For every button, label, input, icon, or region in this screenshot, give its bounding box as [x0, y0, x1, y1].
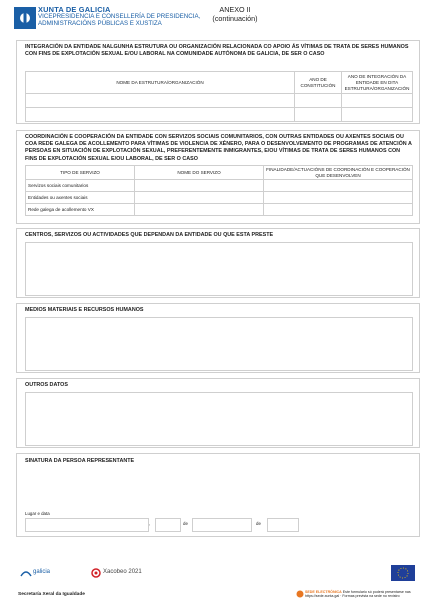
sede-text-1: Este formulario só poderá presentarse nas [342, 590, 411, 594]
galicia-logo-icon [20, 568, 32, 578]
signature-section [16, 453, 420, 537]
table-row [26, 180, 413, 192]
resources-section [16, 303, 420, 373]
org-name: XUNTA DE GALICIA [38, 5, 111, 14]
department-name: Secretaría Xeral da Igualdade [18, 592, 85, 597]
coordination-section [16, 130, 420, 224]
comma-label: , [149, 521, 151, 526]
col-service-type: TIPO DE SERVIZO [26, 166, 135, 180]
integration-table [25, 71, 413, 122]
year-cell[interactable] [295, 94, 342, 108]
structure-name-cell[interactable] [26, 108, 295, 122]
join-year-cell[interactable] [342, 94, 413, 108]
table-row [26, 108, 413, 122]
year-cell[interactable] [295, 108, 342, 122]
resources-textarea[interactable] [25, 317, 413, 371]
col-purpose: FINALIDADE/ACTUACIÓNS DE COORDINACIÓN E COOPERACIÓN QUE DESENVOLVEN [264, 166, 413, 180]
place-input[interactable] [25, 518, 149, 532]
annex-title: ANEXO II [219, 5, 251, 14]
de-label-2: de [256, 521, 261, 526]
galicia-logo-text: galicia [33, 569, 51, 575]
org-line-1: VICEPRESIDENCIA E CONSELLERÍA DE PRESIDENCIA, [38, 13, 201, 21]
year-input[interactable] [267, 518, 299, 532]
coordination-table [25, 165, 413, 216]
purpose-cell[interactable] [264, 180, 413, 192]
other-data-section [16, 378, 420, 448]
place-date-label: Lugar e data [25, 511, 50, 516]
service-type-label: Rede galega de acollemento VX [26, 204, 135, 216]
service-type-label: Servizos sociais comunitarios [26, 180, 135, 192]
purpose-cell[interactable] [264, 204, 413, 216]
day-input[interactable] [155, 518, 181, 532]
purpose-cell[interactable] [264, 192, 413, 204]
service-type-label: Entidades ou axentes sociais [26, 192, 135, 204]
other-data-title: OUTROS DATOS [25, 382, 68, 388]
service-name-cell[interactable] [135, 204, 264, 216]
structure-name-cell[interactable] [26, 94, 295, 108]
integration-title: INTEGRACIÓN DA ENTIDADE NALGUNHA ESTRUTURA OU ORGANIZACIÓN RELACIONADA CO APOIO ÁS VÍTIMAS DE TRATA DE SERES HUMANOS CON FINS DE EXPLOTACIÓN SEXUAL E/OU LABORAL NA COMUNIDADE AUTÓNOMA DE GALICIA, DE SER O CASO [25, 44, 409, 58]
col-structure-name: NOME DA ESTRUTURA/ORGANIZACIÓN [26, 72, 295, 94]
xacobeo-logo-text: Xacobeo 2021 [103, 569, 142, 575]
service-name-cell[interactable] [135, 192, 264, 204]
xunta-logo-icon [14, 7, 36, 29]
month-input[interactable] [192, 518, 252, 532]
sede-text-2: https://sede.xunta.gal · Formas prevista na sede no rexistro [305, 594, 400, 599]
annex-heading [195, 5, 275, 23]
centres-textarea[interactable] [25, 242, 413, 296]
organization-block [38, 6, 200, 28]
table-row [26, 192, 413, 204]
table-row [26, 94, 413, 108]
sede-electronica-note [305, 590, 423, 599]
join-year-cell[interactable] [342, 108, 413, 122]
annex-subtitle: (continuación) [212, 14, 258, 23]
service-name-cell[interactable] [135, 180, 264, 192]
sede-electronica-label: SEDE ELECTRÓNICA [305, 590, 342, 594]
xacobeo-logo-icon [91, 568, 101, 578]
centres-section [16, 228, 420, 298]
sede-electronica-icon [296, 590, 304, 598]
centres-title: CENTROS, SERVIZOS OU ACTIVIDADES QUE DEPENDAN DA ENTIDADE OU QUE ESTA PRESTE [25, 232, 274, 238]
signature-title: SINATURA DA PERSOA REPRESENTANTE [25, 458, 135, 464]
col-service-name: NOME DO SERVIZO [135, 166, 264, 180]
coordination-title: COORDINACIÓN E COOPERACIÓN DA ENTIDADE CON SERVIZOS SOCIAIS COMUNITARIOS, CON OUTRAS ENTIDADES OU AXENTES SOCIAIS OU COA REDE GALEGA DE ACOLLEMENTO PARA VÍTIMAS DE VIOLENCIA DE XÉNERO, PARA O DESENVOLVEMENTO DE PROGRAMAS DE ATENCIÓN A PERSOAS EN SITUACIÓN DE EXPLOTACIÓN SEXUAL, PREFERENTEMENTE INMIGRANTES, E/OU VÍTIMAS DE TRATA DE SERES HUMANOS CON FINS DE EXPLOTACIÓN SEXUAL E/OU LABORAL, DE SER O CASO [25, 134, 412, 162]
org-line-2: ADMINISTRACIÓNS PÚBLICAS E XUSTIZA [38, 20, 162, 28]
eu-flag-icon [391, 565, 415, 581]
de-label-1: de [183, 521, 188, 526]
table-row [26, 204, 413, 216]
integration-section [16, 40, 420, 124]
other-data-textarea[interactable] [25, 392, 413, 446]
col-year: ANO DE CONSTITUCIÓN [295, 72, 342, 94]
resources-title: MEDIOS MATERIAIS E RECURSOS HUMANOS [25, 307, 144, 313]
col-join-year: ANO DE INTEGRACIÓN DA ENTIDADE EN DITA ESTRUTURA/ORGANIZACIÓN [342, 72, 413, 94]
